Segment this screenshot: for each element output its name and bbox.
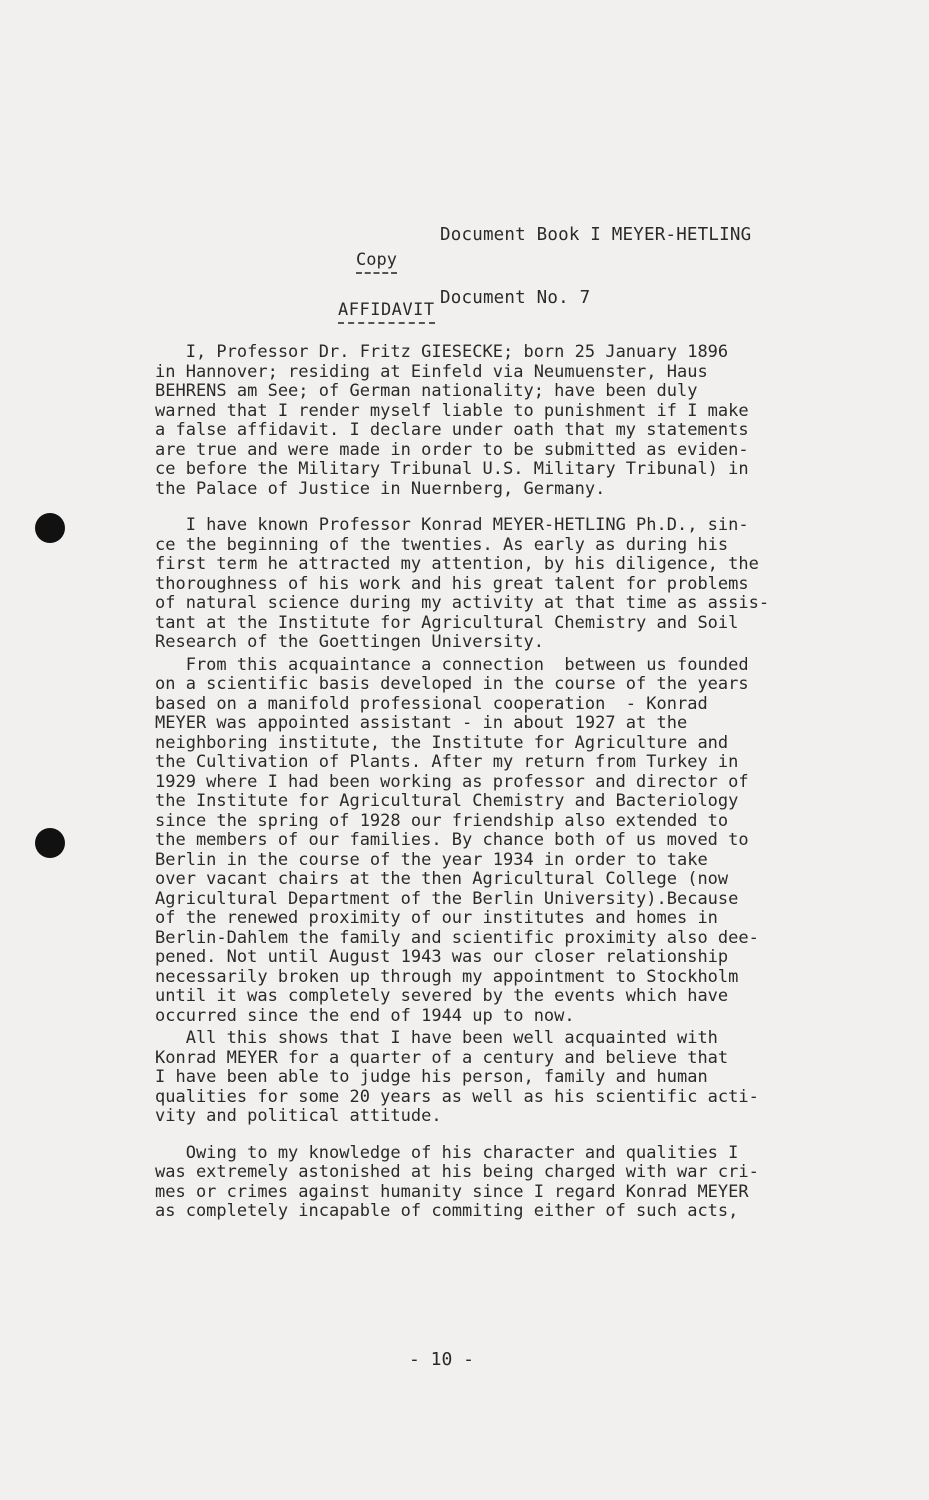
text-line: of the renewed proximity of our institutes and homes in [155, 908, 718, 928]
text-line: I, Professor Dr. Fritz GIESECKE; born 25 January 1896 [155, 342, 729, 362]
document-book-line: Document Book I MEYER-HETLING [440, 225, 752, 245]
document-body [155, 343, 855, 1222]
punch-hole [35, 828, 65, 858]
paragraph-summary [155, 1029, 855, 1127]
text-line: the Cultivation of Plants. After my return from Turkey in [155, 752, 739, 772]
text-line: Agricultural Department of the Berlin University).Because [155, 888, 739, 909]
text-line: MEYER was appointed assistant - in about 1927 at the [155, 713, 688, 733]
text-line: tant at the Institute for Agricultural Chemistry and Soil [155, 612, 739, 633]
document-header [440, 183, 751, 351]
text-line: first term he attracted my attention, by his diligence, the [155, 554, 759, 574]
punch-hole [35, 513, 65, 543]
text-line: Konrad MEYER for a quarter of a century and believe that [155, 1047, 729, 1068]
text-line: pened. Not until August 1943 was our closer relationship [155, 947, 729, 967]
text-line: on a scientific basis developed in the course of the years [155, 674, 749, 694]
text-line: over vacant chairs at the then Agricultural College (now [155, 869, 729, 889]
text-line: I have been able to judge his person, family and human [155, 1067, 708, 1087]
text-line: ce before the Military Tribunal U.S. Military Tribunal) in [155, 459, 749, 479]
text-line: qualities for some 20 years as well as his scientific acti- [155, 1086, 759, 1107]
paragraph-character [155, 1144, 855, 1222]
text-line: the members of our families. By chance both of us moved to [155, 830, 749, 850]
document-number-line: Document No. 7 [440, 288, 591, 308]
text-line: in Hannover; residing at Einfeld via Neumuenster, Haus [155, 361, 708, 382]
paragraph-declaration [155, 343, 855, 499]
text-line: Berlin in the course of the year 1934 in order to take [155, 849, 708, 870]
text-line: until it was completely severed by the events which have [155, 986, 729, 1006]
text-line: the Institute for Agricultural Chemistry and Bacteriology [155, 791, 739, 811]
text-line: Research of the Goettingen University. [155, 632, 544, 652]
text-line: warned that I render myself liable to punishment if I make [155, 400, 749, 421]
text-line: Owing to my knowledge of his character and qualities I [155, 1142, 739, 1163]
text-line: based on a manifold professional cooperation - Konrad [155, 693, 708, 714]
text-line: vity and political attitude. [155, 1106, 442, 1126]
text-line: the Palace of Justice in Nuernberg, Germany. [155, 478, 606, 499]
text-line: I have known Professor Konrad MEYER-HETLING Ph.D., sin- [155, 515, 749, 535]
text-line: necessarily broken up through my appointment to Stockholm [155, 966, 739, 987]
text-line: Berlin-Dahlem the family and scientific proximity also dee- [155, 927, 759, 948]
page-number: - 10 - [409, 1349, 475, 1370]
text-line: neighboring institute, the Institute for Agriculture and [155, 732, 729, 753]
text-line: as completely incapable of commiting either of such acts, [155, 1201, 739, 1221]
text-line: BEHRENS am See; of German nationality; have been duly [155, 381, 698, 401]
paragraph-connection [155, 656, 855, 1027]
text-line: mes or crimes against humanity since I regard Konrad MEYER [155, 1181, 749, 1202]
text-line: was extremely astonished at his being charged with war cri- [155, 1162, 759, 1182]
text-line: of natural science during my activity at that time as assis- [155, 593, 770, 613]
text-line: thoroughness of his work and his great talent for problems [155, 573, 749, 594]
text-line: since the spring of 1928 our friendship also extended to [155, 810, 729, 831]
text-line: are true and were made in order to be submitted as eviden- [155, 439, 749, 460]
text-line: All this shows that I have been well acquainted with [155, 1028, 718, 1048]
text-line: ce the beginning of the twenties. As early as during his [155, 534, 729, 555]
text-line: 1929 where I had been working as professor and director of [155, 771, 749, 792]
text-line: a false affidavit. I declare under oath that my statements [155, 420, 749, 440]
paragraph-acquaintance [155, 516, 855, 653]
text-line: occurred since the end of 1944 up to now. [155, 1005, 575, 1026]
text-line: From this acquaintance a connection between us founded [155, 654, 749, 675]
copy-label: Copy [356, 250, 397, 270]
affidavit-title: AFFIDAVIT [338, 300, 435, 320]
